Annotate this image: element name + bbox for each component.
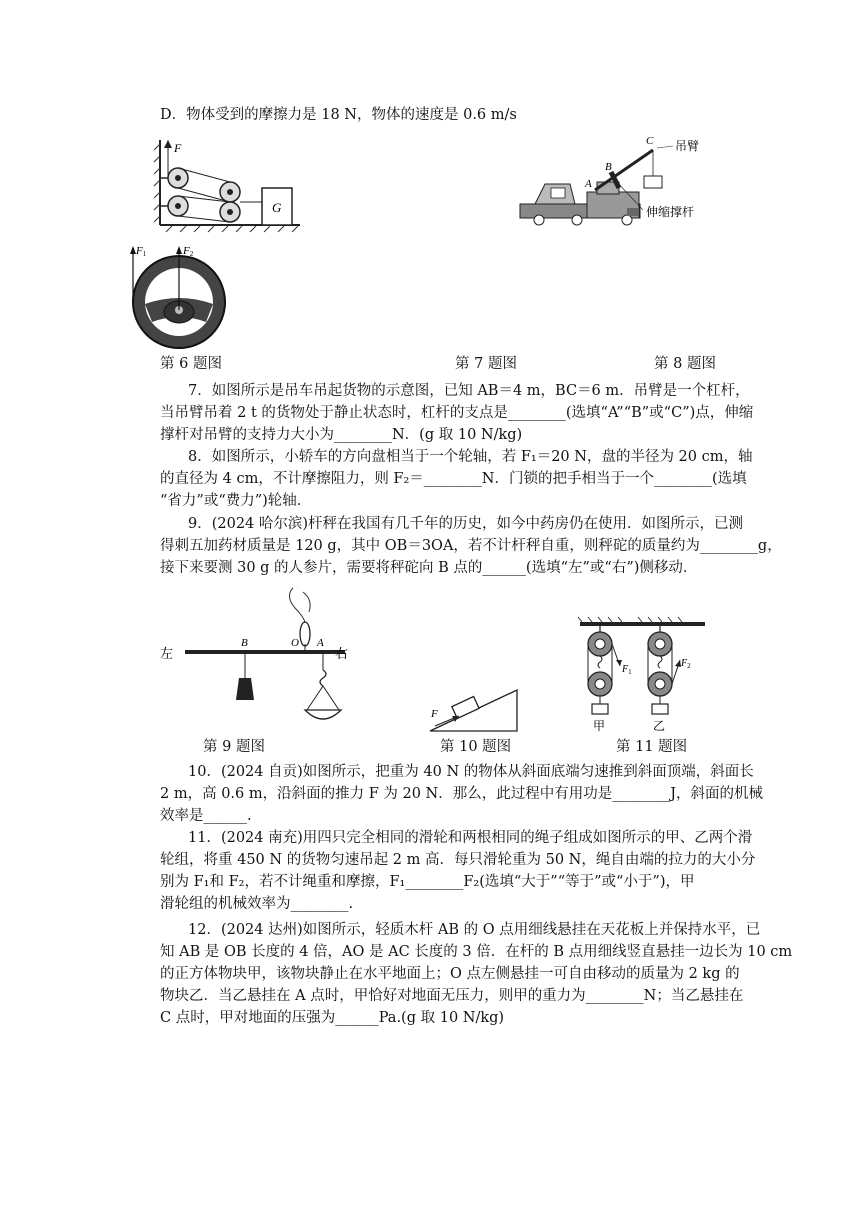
fig9-right-label: 右 <box>335 646 349 661</box>
q7-line1: 7．如图所示是吊车吊起货物的示意图，已知 AB＝4 m，BC＝6 m．吊臂是一个杠杆， <box>188 383 750 399</box>
fig8-f2-label: F2 <box>183 245 194 258</box>
fig9-point-a: A <box>317 637 324 649</box>
caption-fig10: 第 10 题图 <box>440 739 512 755</box>
q10-line2: 2 m，高 0.6 m，沿斜面的推力 F 为 20 N．那么，此过程中有用功是________J，斜面的机械 <box>160 786 764 802</box>
figure-11-pulley-sets <box>580 622 705 737</box>
figure-8-steering-wheel <box>122 242 232 350</box>
fig8-f1-label: F1 <box>136 245 147 258</box>
option-d: D．物体受到的摩擦力是 18 N，物体的速度是 0.6 m/s <box>160 107 517 123</box>
q9-line1: 9．(2024 哈尔滨)杆秤在我国有几千年的历史，如今中药房仍在使用．如图所示，已测 <box>188 516 744 532</box>
q11-line4: 滑轮组的机械效率为________. <box>160 896 354 912</box>
q8-line3: “省力”或“费力”)轮轴． <box>160 493 312 509</box>
q10-line3: 效率是______. <box>160 808 252 824</box>
fig11-jia-label: 甲 <box>593 719 606 733</box>
fig7-point-b: B <box>605 161 612 173</box>
fig10-force-label: F <box>431 708 438 720</box>
fig7-strut-label: 伸缩撑杆 <box>646 205 695 219</box>
q8-line1: 8．如图所示，小轿车的方向盘相当于一个轮轴，若 F₁＝20 N，盘的半径为 20 cm，轴 <box>188 449 753 465</box>
q8-line2: 的直径为 4 cm，不计摩擦阻力，则 F₂＝________N．门锁的把手相当于一个________(选填 <box>160 471 747 487</box>
figure-7-crane <box>515 132 715 232</box>
q12-line5: C 点时，甲对地面的压强为______Pa.(g 取 10 N/kg) <box>160 1010 505 1026</box>
q7-line2: 当吊臂吊着 2 t 的货物处于静止状态时，杠杆的支点是________(选填“A”“B”或“C”)点，伸缩 <box>160 405 754 421</box>
fig9-point-o: O <box>291 637 299 649</box>
q9-line2: 得刺五加药材质量是 120 g，其中 OB＝3OA，若不计杆秤自重，则秤砣的质量约为________g， <box>160 538 782 554</box>
q9-line3: 接下来要测 30 g 的人参片，需要将秤砣向 B 点的______(选填“左”或“右”)侧移动． <box>160 560 698 576</box>
q7-line3: 撑杆对吊臂的支持力大小为________N．(g 取 10 N/kg) <box>160 427 523 443</box>
fig7-point-c: C <box>646 135 654 147</box>
q10-line1: 10．(2024 自贡)如图所示，把重为 40 N 的物体从斜面底端匀速推到斜面顶端，斜面长 <box>188 764 754 780</box>
figure-6-pulley-system <box>150 140 310 235</box>
q11-line2: 轮组，将重 450 N 的货物匀速吊起 2 m 高．每只滑轮重为 50 N，绳自由端的拉力的大小分 <box>160 852 756 868</box>
fig6-weight-label: G <box>272 200 282 215</box>
fig11-yi-label: 乙 <box>653 719 666 733</box>
caption-fig7: 第 7 题图 <box>455 356 517 372</box>
q11-line3: 别为 F₁和 F₂，若不计绳重和摩擦，F₁________F₂(选填“大于”“等于”或“小于”)，甲 <box>160 874 695 890</box>
q12-line3: 的正方体物块甲，该物块静止在水平地面上；O 点左侧悬挂一可自由移动的质量为 2 kg 的 <box>160 966 740 982</box>
caption-fig9: 第 9 题图 <box>203 739 265 755</box>
caption-fig11: 第 11 题图 <box>616 739 688 755</box>
fig7-point-a: A <box>585 178 592 190</box>
q12-line1: 12．(2024 达州)如图所示，轻质木杆 AB 的 O 点用细线悬挂在天花板上并保持水平，已 <box>188 922 761 938</box>
caption-fig8: 第 8 题图 <box>654 356 716 372</box>
figure-9-steelyard <box>155 582 365 732</box>
q11-line1: 11．(2024 南充)用四只完全相同的滑轮和两根相同的绳子组成如图所示的甲、乙两个滑 <box>188 830 753 846</box>
fig9-left-label: 左 <box>160 646 174 661</box>
figure-10-incline <box>425 686 525 736</box>
fig11-f1-label: $F_1$ <box>622 664 632 676</box>
fig6-force-label: F <box>174 141 182 155</box>
fig9-point-b: B <box>241 637 248 649</box>
q12-line4: 物块乙．当乙悬挂在 A 点时，甲恰好对地面无压力，则甲的重力为________N；当乙悬挂在 <box>160 988 744 1004</box>
caption-fig6: 第 6 题图 <box>160 356 222 372</box>
q12-line2: 知 AB 是 OB 长度的 4 倍，AO 是 AC 长度的 3 倍．在杆的 B 点用细线竖直悬挂一边长为 10 cm <box>160 944 793 960</box>
fig7-boom-label: 吊臂 <box>675 139 700 153</box>
fig11-f2-label: $F_2$ <box>681 658 691 670</box>
